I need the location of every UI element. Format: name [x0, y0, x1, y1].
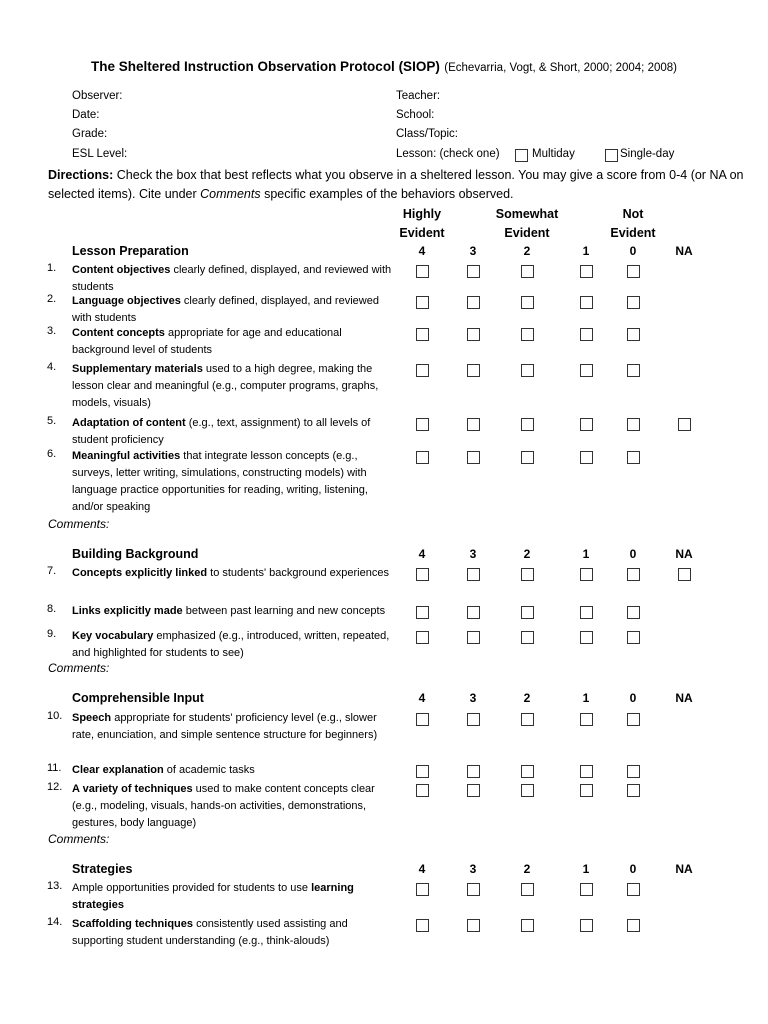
score-header-1: 1	[582, 691, 590, 705]
score-checkbox-2[interactable]	[521, 883, 534, 896]
column-header-highly-evident	[377, 205, 467, 243]
score-checkbox-1[interactable]	[580, 364, 593, 377]
score-checkbox-2[interactable]	[521, 784, 534, 797]
school-field[interactable]: School:	[396, 109, 435, 121]
single-day-label: Single-day	[620, 148, 675, 160]
score-checkbox-na[interactable]	[678, 568, 691, 581]
item-text-rest: appropriate for students' proficiency level (e.g., slower rate, enunciation, and simple sentence structure for beginners)	[72, 712, 378, 741]
item-key-phrase: Content concepts	[72, 327, 165, 339]
score-checkbox-na[interactable]	[678, 418, 691, 431]
score-checkbox-3[interactable]	[467, 713, 480, 726]
score-header-2: 2	[523, 691, 531, 705]
item-key-phrase: learning strategies	[72, 882, 354, 911]
item-number: 12.	[47, 781, 63, 793]
single-day-checkbox[interactable]	[605, 149, 618, 162]
score-checkbox-4[interactable]	[416, 606, 429, 619]
item-text-rest: of academic tasks	[163, 764, 255, 776]
item-text	[72, 293, 392, 327]
directions-comments-word: Comments	[200, 187, 261, 201]
score-checkbox-2[interactable]	[521, 328, 534, 341]
lesson-type-label: Lesson: (check one)	[396, 148, 500, 160]
score-checkbox-0[interactable]	[627, 296, 640, 309]
score-checkbox-1[interactable]	[580, 765, 593, 778]
score-checkbox-2[interactable]	[521, 606, 534, 619]
title-main: The Sheltered Instruction Observation Protocol (SIOP)	[91, 59, 440, 74]
score-header-2: 2	[523, 244, 531, 258]
directions-label: Directions:	[48, 168, 114, 182]
item-text-rest: that integrate lesson concepts (e.g., surveys, letter writing, simulations, constructing models) with language practice opportunities for reading, writing, listening, and/or speaking	[72, 450, 368, 513]
score-checkbox-4[interactable]	[416, 328, 429, 341]
column-header-somewhat-evident	[482, 205, 572, 243]
item-number: 14.	[47, 916, 63, 928]
item-text-rest: between past learning and new concepts	[182, 605, 386, 617]
directions	[48, 166, 748, 204]
score-checkbox-1[interactable]	[580, 919, 593, 932]
score-checkbox-3[interactable]	[467, 765, 480, 778]
score-checkbox-4[interactable]	[416, 364, 429, 377]
score-checkbox-3[interactable]	[467, 418, 480, 431]
score-checkbox-0[interactable]	[627, 765, 640, 778]
score-header-3: 3	[469, 691, 477, 705]
date-field[interactable]: Date:	[72, 109, 100, 121]
item-text-rest: clearly defined, displayed, and reviewed with students	[72, 295, 379, 324]
item-text	[72, 710, 392, 744]
item-number: 10.	[47, 710, 63, 722]
directions-text-2: specific examples of the behaviors observed.	[260, 187, 514, 201]
score-checkbox-2[interactable]	[521, 568, 534, 581]
score-checkbox-0[interactable]	[627, 364, 640, 377]
score-checkbox-0[interactable]	[627, 451, 640, 464]
score-checkbox-1[interactable]	[580, 713, 593, 726]
item-text	[72, 565, 392, 582]
score-checkbox-0[interactable]	[627, 328, 640, 341]
comments-label[interactable]: Comments:	[48, 832, 110, 846]
score-checkbox-1[interactable]	[580, 606, 593, 619]
comments-label[interactable]: Comments:	[48, 517, 110, 531]
header-not: Not	[622, 207, 644, 221]
item-number: 3.	[47, 325, 57, 337]
score-checkbox-3[interactable]	[467, 328, 480, 341]
score-header-2: 2	[523, 862, 531, 876]
score-checkbox-4[interactable]	[416, 713, 429, 726]
score-header-na: NA	[675, 691, 693, 705]
score-header-0: 0	[629, 691, 637, 705]
score-checkbox-3[interactable]	[467, 364, 480, 377]
header-somewhat: Somewhat	[495, 207, 559, 221]
score-header-4: 4	[418, 244, 426, 258]
score-checkbox-3[interactable]	[467, 296, 480, 309]
score-checkbox-4[interactable]	[416, 631, 429, 644]
score-checkbox-2[interactable]	[521, 919, 534, 932]
score-checkbox-2[interactable]	[521, 451, 534, 464]
score-checkbox-3[interactable]	[467, 784, 480, 797]
score-checkbox-3[interactable]	[467, 606, 480, 619]
item-key-phrase: Clear explanation	[72, 764, 164, 776]
score-checkbox-3[interactable]	[467, 568, 480, 581]
item-number: 9.	[47, 628, 57, 640]
score-checkbox-0[interactable]	[627, 606, 640, 619]
item-text	[72, 762, 392, 779]
item-text-rest: used to make content concepts clear (e.g., modeling, visuals, hands-on activities, demonstrations, gestures, body language)	[72, 783, 375, 829]
section-title: Lesson Preparation	[72, 244, 189, 258]
item-key-phrase: Supplementary materials	[72, 363, 203, 375]
score-header-4: 4	[418, 691, 426, 705]
score-header-na: NA	[675, 244, 693, 258]
item-key-phrase: Adaptation of content	[72, 417, 186, 429]
score-checkbox-2[interactable]	[521, 265, 534, 278]
item-text-rest: emphasized (e.g., introduced, written, repeated, and highlighted for students to see)	[72, 630, 390, 659]
score-checkbox-4[interactable]	[416, 418, 429, 431]
score-checkbox-1[interactable]	[580, 265, 593, 278]
score-header-2: 2	[523, 547, 531, 561]
column-header-not-evident	[588, 205, 678, 243]
score-header-4: 4	[418, 547, 426, 561]
score-checkbox-0[interactable]	[627, 568, 640, 581]
score-checkbox-2[interactable]	[521, 418, 534, 431]
score-checkbox-4[interactable]	[416, 568, 429, 581]
score-checkbox-4[interactable]	[416, 919, 429, 932]
multiday-checkbox[interactable]	[515, 149, 528, 162]
score-checkbox-2[interactable]	[521, 765, 534, 778]
item-number: 2.	[47, 293, 57, 305]
item-text	[72, 325, 392, 359]
score-checkbox-4[interactable]	[416, 296, 429, 309]
item-number: 7.	[47, 565, 57, 577]
score-checkbox-0[interactable]	[627, 418, 640, 431]
title-citation: (Echevarria, Vogt, & Short, 2000; 2004; 2008)	[444, 62, 677, 74]
score-checkbox-1[interactable]	[580, 418, 593, 431]
grade-field[interactable]: Grade:	[72, 128, 108, 140]
score-checkbox-1[interactable]	[580, 883, 593, 896]
item-number: 5.	[47, 415, 57, 427]
item-number: 6.	[47, 448, 57, 460]
section-title: Comprehensible Input	[72, 691, 204, 705]
score-header-na: NA	[675, 862, 693, 876]
score-checkbox-3[interactable]	[467, 919, 480, 932]
form-title	[0, 58, 768, 76]
header-highly: Highly	[402, 207, 442, 221]
score-checkbox-1[interactable]	[580, 328, 593, 341]
item-key-phrase: Key vocabulary	[72, 630, 154, 642]
multiday-label: Multiday	[532, 148, 575, 160]
comments-label[interactable]: Comments:	[48, 661, 110, 675]
score-checkbox-0[interactable]	[627, 631, 640, 644]
section-title: Building Background	[72, 547, 199, 561]
teacher-field[interactable]: Teacher:	[396, 90, 441, 102]
section-title: Strategies	[72, 862, 133, 876]
score-header-3: 3	[469, 862, 477, 876]
score-checkbox-3[interactable]	[467, 883, 480, 896]
item-key-phrase: Speech	[72, 712, 112, 724]
item-text-rest: consistently used assisting and supporting student understanding (e.g., think-alouds)	[72, 918, 348, 947]
score-checkbox-0[interactable]	[627, 883, 640, 896]
score-checkbox-0[interactable]	[627, 713, 640, 726]
score-checkbox-1[interactable]	[580, 631, 593, 644]
score-checkbox-3[interactable]	[467, 631, 480, 644]
item-number: 1.	[47, 262, 57, 274]
score-checkbox-4[interactable]	[416, 784, 429, 797]
item-key-phrase: Content objectives	[72, 264, 171, 276]
score-checkbox-1[interactable]	[580, 568, 593, 581]
score-header-3: 3	[469, 547, 477, 561]
observer-field[interactable]: Observer:	[72, 90, 123, 102]
item-key-phrase: Meaningful activities	[72, 450, 181, 462]
item-number: 4.	[47, 361, 57, 373]
score-header-1: 1	[582, 244, 590, 258]
item-text	[72, 781, 392, 832]
score-header-0: 0	[629, 244, 637, 258]
score-header-0: 0	[629, 862, 637, 876]
item-number: 11.	[47, 762, 62, 774]
score-checkbox-0[interactable]	[627, 265, 640, 278]
item-text-rest: used to a high degree, making the lesson clear and meaningful (e.g., computer programs, graphs, models, visuals)	[72, 363, 379, 409]
score-header-1: 1	[582, 547, 590, 561]
score-header-na: NA	[675, 547, 693, 561]
item-key-phrase: A variety of techniques	[72, 783, 193, 795]
item-text-rest: to students' background experiences	[207, 567, 389, 579]
score-checkbox-1[interactable]	[580, 784, 593, 797]
item-text	[72, 916, 392, 950]
item-text-rest: clearly defined, displayed, and reviewed with students	[72, 264, 392, 293]
item-text	[72, 448, 392, 516]
esl-level-field[interactable]: ESL Level:	[72, 148, 128, 160]
score-checkbox-1[interactable]	[580, 296, 593, 309]
item-text	[72, 628, 392, 662]
score-checkbox-3[interactable]	[467, 265, 480, 278]
item-text	[72, 415, 392, 449]
header-evident: Evident	[399, 226, 445, 240]
header-evident: Evident	[504, 226, 550, 240]
score-header-4: 4	[418, 862, 426, 876]
item-key-phrase: Language objectives	[72, 295, 181, 307]
item-text-rest: (e.g., text, assignment) to all levels of student proficiency	[72, 417, 371, 446]
item-text	[72, 603, 392, 620]
item-key-phrase: Scaffolding techniques	[72, 918, 194, 930]
item-number: 13.	[47, 880, 63, 892]
score-checkbox-2[interactable]	[521, 364, 534, 377]
score-header-1: 1	[582, 862, 590, 876]
item-text-lead: Ample opportunities provided for students to use	[72, 882, 312, 894]
score-checkbox-2[interactable]	[521, 631, 534, 644]
item-text	[72, 880, 392, 914]
item-number: 8.	[47, 603, 57, 615]
item-key-phrase: Links explicitly made	[72, 605, 183, 617]
score-checkbox-0[interactable]	[627, 919, 640, 932]
score-header-0: 0	[629, 547, 637, 561]
score-checkbox-2[interactable]	[521, 713, 534, 726]
score-checkbox-4[interactable]	[416, 451, 429, 464]
score-header-3: 3	[469, 244, 477, 258]
score-checkbox-1[interactable]	[580, 451, 593, 464]
class-topic-field[interactable]: Class/Topic:	[396, 128, 458, 140]
score-checkbox-4[interactable]	[416, 265, 429, 278]
score-checkbox-2[interactable]	[521, 296, 534, 309]
item-text-rest: appropriate for age and educational background level of students	[72, 327, 342, 356]
item-text	[72, 262, 392, 296]
header-evident: Evident	[610, 226, 656, 240]
score-checkbox-4[interactable]	[416, 883, 429, 896]
score-checkbox-4[interactable]	[416, 765, 429, 778]
score-checkbox-0[interactable]	[627, 784, 640, 797]
score-checkbox-3[interactable]	[467, 451, 480, 464]
item-text	[72, 361, 392, 412]
directions-text-1: Check the box that best reflects what you observe in a sheltered lesson. You may give a score from 0-4 (or NA on selected items). Cite under	[48, 168, 744, 201]
item-key-phrase: Concepts explicitly linked	[72, 567, 208, 579]
